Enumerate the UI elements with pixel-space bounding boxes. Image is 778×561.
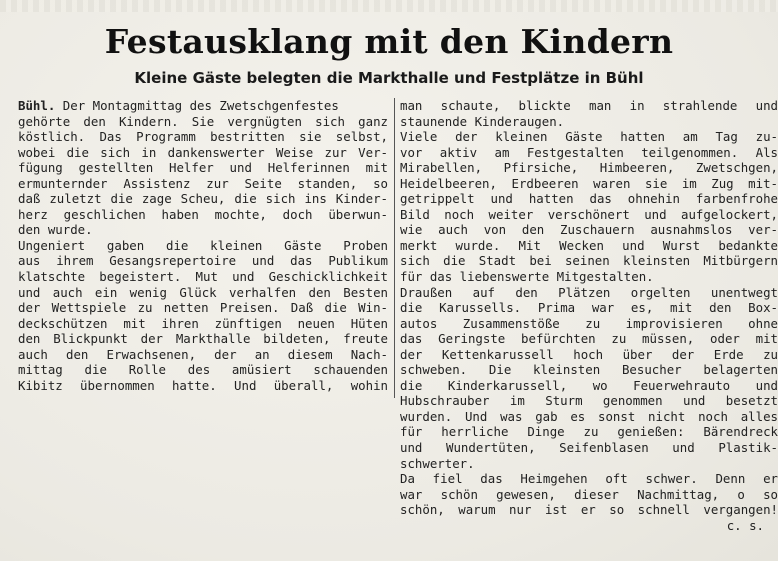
- text-line: der Kettenkarussell hoch über der Erde zu: [400, 346, 778, 362]
- text-line-segment: Der Montagmittag des Zwetschgenfestes: [55, 98, 339, 113]
- text-line: köstlich. Das Programm bestritten sie selbst,: [18, 129, 388, 145]
- subheadline: Kleine Gäste belegten die Markthalle und Festplätze in Bühl: [134, 69, 644, 87]
- author-signature: c. s.: [726, 517, 764, 533]
- text-line: Bild noch weiter verschönert und aufgelockert,: [400, 206, 778, 222]
- text-line: die Karussells. Prima war es, mit den Box-: [400, 300, 778, 316]
- text-line: und Wundertüten, Seifenblasen und Plastik-: [400, 440, 778, 456]
- text-line: getrippelt und hatten das ohnehin farbenfrohe: [400, 191, 778, 207]
- text-line: Ungeniert gaben die kleinen Gäste Proben: [18, 237, 388, 253]
- torn-edge: [0, 0, 778, 12]
- left-column: [18, 98, 388, 393]
- text-line: [18, 98, 388, 114]
- text-line: den Blickpunkt der Markthalle bildeten, freute: [18, 331, 388, 347]
- dateline: Bühl.: [18, 98, 56, 113]
- text-line: das Geringste befürchten zu müssen, oder mit: [400, 331, 778, 347]
- text-line: sich die Stadt bei seinen kleinsten Mitbürgern: [400, 253, 778, 269]
- column-rule: [394, 98, 395, 398]
- text-line: ermunternder Assistenz zur Seite standen, so: [18, 175, 388, 191]
- text-line: für das liebenswerte Mitgestalten.: [400, 269, 654, 285]
- text-line: Da fiel das Heimgehen oft schwer. Denn er: [400, 471, 778, 487]
- text-line: autos Zusammenstöße zu improvisieren ohne: [400, 315, 778, 331]
- text-line: mittag die Rolle des amüsiert schauenden: [18, 362, 388, 378]
- text-line: wie auch von den Zuschauern ausnahmslos ver-: [400, 222, 778, 238]
- headline: Festausklang mit den Kindern: [104, 22, 674, 61]
- text-line: klatschte begeistert. Mut und Geschicklichkeit: [18, 269, 388, 285]
- text-line: wobei die sich in dankenswerter Weise zur Ver-: [18, 144, 388, 160]
- text-line: Mirabellen, Pfirsiche, Himbeeren, Zwetschgen,: [400, 160, 778, 176]
- text-line: schwerter.: [400, 455, 475, 471]
- text-line: den wurde.: [18, 222, 93, 238]
- text-line: wurden. Und was gab es sonst nicht noch alles: [400, 408, 778, 424]
- text-line: Hubschrauber im Sturm genommen und besetzt: [400, 393, 778, 409]
- text-line: für herrliche Dinge zu genießen: Bärendreck: [400, 424, 778, 440]
- text-line: fügung gestellten Helfer und Helferinnen mit: [18, 160, 388, 176]
- text-line: daß zuletzt die zage Scheu, die sich ins Kinder-: [18, 191, 388, 207]
- text-line: schweben. Die kleinsten Besucher belagerten: [400, 362, 778, 378]
- text-line: Viele der kleinen Gäste hatten am Tag zu-: [400, 129, 778, 145]
- text-line: man schaute, blickte man in strahlende und: [400, 98, 778, 113]
- text-line: Draußen auf den Plätzen orgelten unentwegt: [400, 284, 778, 300]
- text-line: merkt wurde. Mit Wecken und Wurst bedankte: [400, 237, 778, 253]
- text-line: schön, warum nur ist er so schnell vergangen!: [400, 502, 778, 518]
- text-line: war schön gewesen, dieser Nachmittag, o so: [400, 486, 778, 502]
- text-line: deckschützen mit ihren zünftigen neuen Hüten: [18, 315, 388, 331]
- text-line: vor aktiv am Festgestalten teilgenommen. Als: [400, 144, 778, 160]
- text-line: und auch ein wenig Glück verhalfen den Besten: [18, 284, 388, 300]
- text-line: Kibitz übernommen hatte. Und überall, wohin: [18, 377, 388, 393]
- text-line: die Kinderkarussell, wo Feuerwehrauto und: [400, 377, 778, 393]
- text-line: herz geschlichen haben mochte, doch überwun-: [18, 206, 388, 222]
- text-line: Heidelbeeren, Erdbeeren waren sie im Zug mit-: [400, 175, 778, 191]
- right-column: [400, 98, 778, 533]
- text-line: der Wettspiele zu netten Preisen. Daß die Win-: [18, 300, 388, 316]
- text-line: aus ihrem Gesangsrepertoire und das Publikum: [18, 253, 388, 269]
- text-line: auch den Erwachsenen, der an diesem Nach-: [18, 346, 388, 362]
- text-line: staunende Kinderaugen.: [400, 113, 565, 129]
- text-line: gehörte den Kindern. Sie vergnügten sich ganz: [18, 113, 388, 129]
